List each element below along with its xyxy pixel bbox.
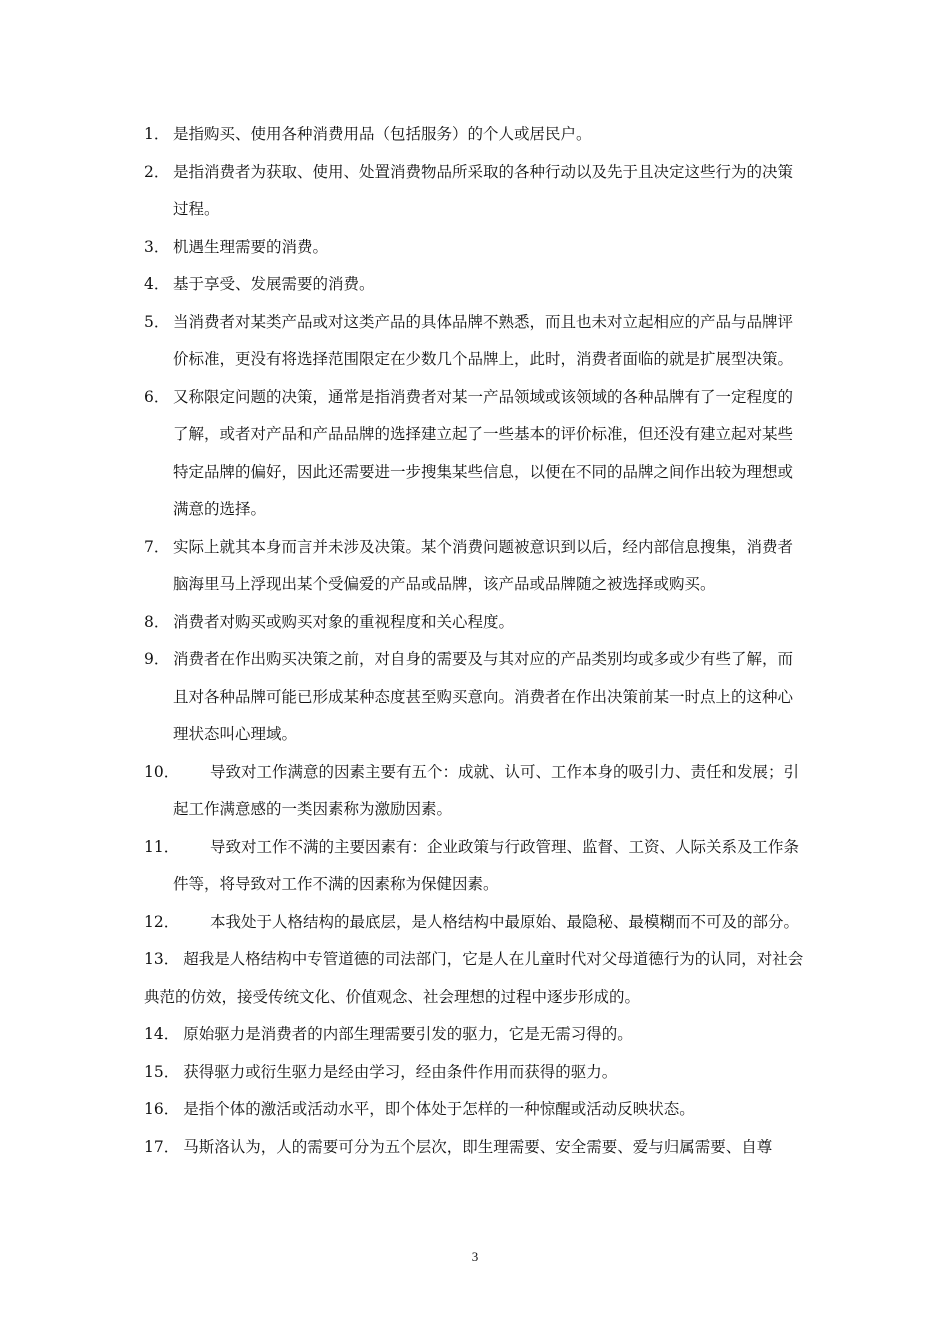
list-item: [144, 1054, 808, 1092]
list-item: [144, 116, 808, 154]
list-item: [144, 266, 808, 304]
list-item: [144, 1091, 808, 1129]
list-item: [144, 154, 808, 229]
item-text: 超我是人格结构中专管道德的司法部门，它是人在儿童时代对父母道德行为的认同，对社会典范的仿效，接受传统文化、价值观念、社会理想的过程中逐步形成的。: [144, 950, 804, 1006]
list-item: [144, 604, 808, 642]
item-number: 15．: [144, 1062, 180, 1081]
item-text: 导致对工作不满的主要因素有：企业政策与行政管理、监督、工资、人际关系及工作条件等，将导致对工作不满的因素称为保健因素。: [173, 837, 800, 893]
item-number: 9．: [144, 650, 170, 668]
list-item: [144, 529, 808, 604]
item-number: 1．: [144, 125, 170, 143]
item-text: 基于享受、发展需要的消费。: [173, 275, 375, 293]
item-number: 2．: [144, 162, 170, 181]
item-text: 是指个体的激活或活动水平，即个体处于怎样的一种惊醒或活动反映状态。: [183, 1100, 695, 1118]
item-number: 3．: [144, 237, 170, 256]
item-text: 是指消费者为获取、使用、处置消费物品所采取的各种行动以及先于且决定这些行为的决策过程。: [173, 162, 794, 218]
list-item: [144, 754, 808, 829]
list-item: [144, 379, 808, 529]
page-number: 3: [471, 1249, 479, 1264]
item-number: 16．: [144, 1100, 180, 1118]
list-item: [144, 904, 808, 942]
item-text: 导致对工作满意的因素主要有五个：成就、认可、工作本身的吸引力、责任和发展；引起工作满意感的一类因素称为激励因素。: [173, 762, 800, 818]
list-item: [144, 1016, 808, 1054]
item-text: 马斯洛认为，人的需要可分为五个层次，即生理需要、安全需要、爱与归属需要、自尊: [183, 1137, 773, 1156]
item-number: 14．: [144, 1025, 180, 1043]
item-number: 8．: [144, 612, 170, 631]
list-item: [144, 304, 808, 379]
item-text: 获得驱力或衍生驱力是经由学习，经由条件作用而获得的驱力。: [183, 1062, 618, 1081]
item-text: 本我处于人格结构的最底层，是人格结构中最原始、最隐秘、最模糊而不可及的部分。: [210, 912, 800, 931]
item-text: 机遇生理需要的消费。: [173, 237, 329, 256]
item-number: 4．: [144, 275, 170, 293]
item-number: 7．: [144, 537, 170, 556]
list-item: [144, 641, 808, 754]
item-number: 5．: [144, 312, 170, 331]
item-text: 是指购买、使用各种消费用品（包括服务）的个人或居民户。: [173, 125, 592, 143]
item-number: 13．: [144, 950, 180, 968]
item-text: 消费者对购买或购买对象的重视程度和关心程度。: [173, 612, 515, 631]
item-number: 10．: [144, 762, 180, 781]
list-item: [144, 829, 808, 904]
item-number: 12．: [144, 912, 180, 931]
list-item: [144, 941, 808, 1016]
item-text: 实际上就其本身而言并未涉及决策。某个消费问题被意识到以后，经内部信息搜集，消费者脑海里马上浮现出某个受偏爱的产品或品牌，该产品或品牌随之被选择或购买。: [173, 537, 794, 593]
item-number: 6．: [144, 387, 170, 406]
item-text: 消费者在作出购买决策之前，对自身的需要及与其对应的产品类别均或多或少有些了解，而且对各种品牌可能已形成某种态度甚至购买意向。消费者在作出决策前某一时点上的这种心理状态叫心理域。: [173, 650, 794, 743]
item-text: 原始驱力是消费者的内部生理需要引发的驱力，它是无需习得的。: [183, 1025, 633, 1043]
item-number: 17．: [144, 1137, 180, 1156]
list-item: [144, 229, 808, 267]
item-number: 11．: [144, 837, 180, 856]
document-body: [144, 116, 808, 1166]
list-item: [144, 1129, 808, 1167]
item-text: 当消费者对某类产品或对这类产品的具体品牌不熟悉，而且也未对立起相应的产品与品牌评价标准，更没有将选择范围限定在少数几个品牌上，此时，消费者面临的就是扩展型决策。: [173, 312, 794, 368]
item-text: 又称限定问题的决策，通常是指消费者对某一产品领域或该领域的各种品牌有了一定程度的了解，或者对产品和产品品牌的选择建立起了一些基本的评价标准，但还没有建立起对某些特定品牌的偏好，因此还需要进一步搜集某些信息，以便在不同的品牌之间作出较为理想或满意的选择。: [173, 387, 794, 518]
